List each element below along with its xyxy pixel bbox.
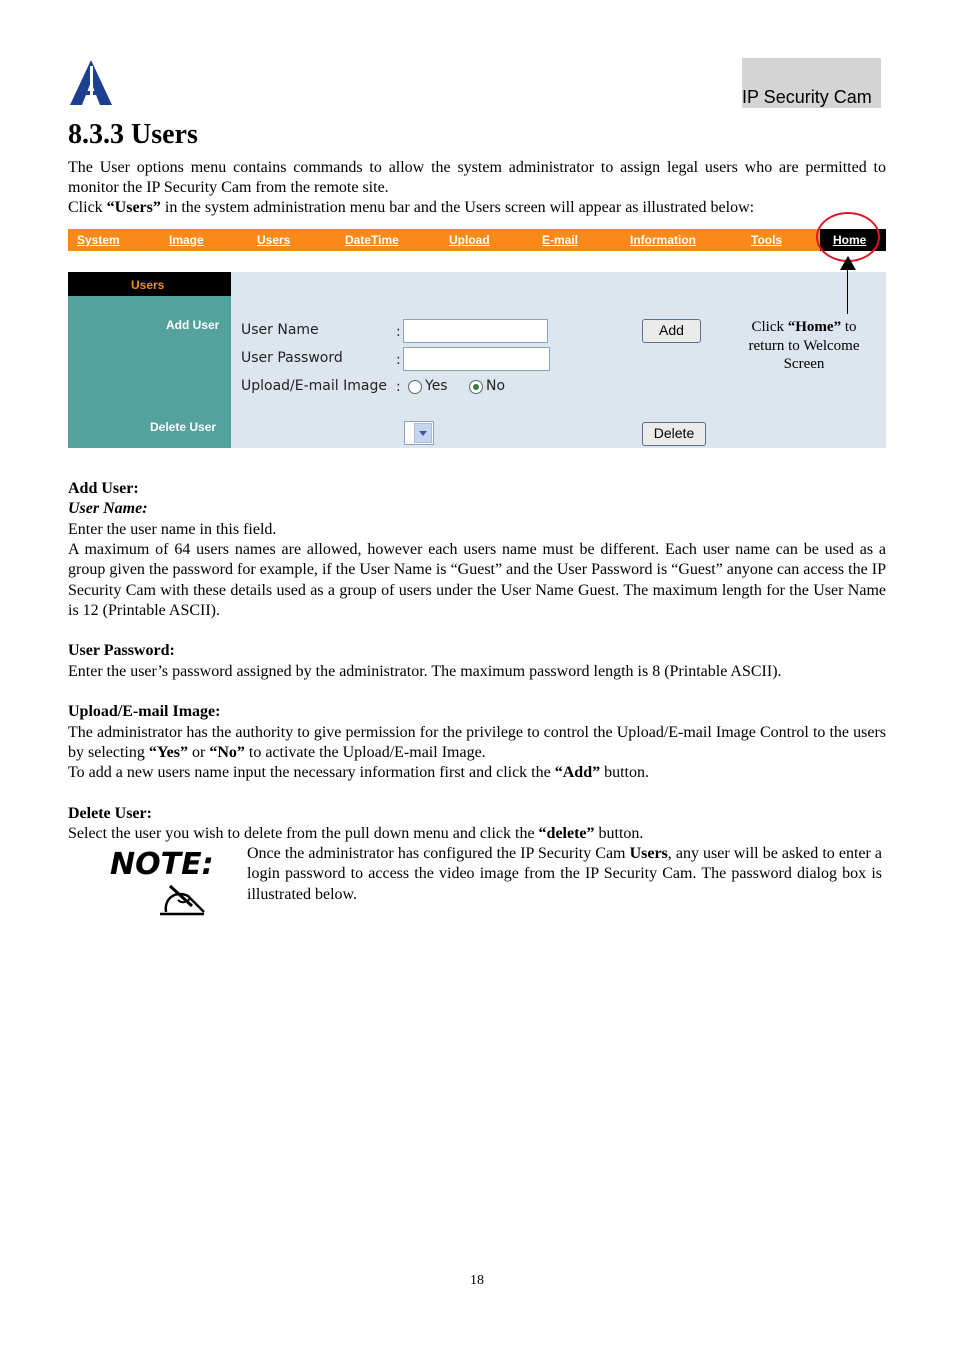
admin-menu-bar xyxy=(68,229,886,251)
nav-information[interactable]: Information xyxy=(630,233,696,247)
user-password-p: Enter the user’s password assigned by the administrator. The maximum password length is 8 (Printable ASCII). xyxy=(68,663,782,680)
note-text: Once the administrator has configured the IP Security Cam Users, any user will be asked to enter a login password to access the video image from the IP Security Cam. The password dialog box is illustrated below. xyxy=(247,845,883,903)
add-button[interactable]: Add xyxy=(642,319,701,343)
delete-user-select[interactable] xyxy=(404,421,434,445)
user-name-p2: A maximum of 64 users names are allowed, however each users name must be different. Each user name can be used as a group given the password for example, if the User Name is “Guest” and the User Password is “Guest” anyone can access the IP Security Cam with these details used as a group of users under the User Name Guest. The maximum length for the User Name is 12 (Printable ASCII). xyxy=(68,541,886,619)
delete-button[interactable]: Delete xyxy=(642,422,706,446)
svg-text:NOTE:: NOTE: xyxy=(110,847,214,882)
home-highlight-ring xyxy=(816,212,880,262)
upload-paragraph: The administrator has the authority to give permission for the privilege to control the Upload/E-mail Image Control to the users by selecting “Yes” or “No” to activate the Upload/E-mail Image. xyxy=(68,724,886,762)
colon: : xyxy=(396,379,401,395)
nav-email[interactable]: E-mail xyxy=(542,233,579,247)
intro-paragraph: The User options menu contains commands to allow the system administrator to assign legal users who are permitted to monitor the IP Security Cam from the remote site. xyxy=(68,159,886,197)
nav-datetime[interactable]: DateTime xyxy=(345,233,399,247)
user-name-heading: User Name: xyxy=(68,500,148,517)
colon: : xyxy=(396,352,401,368)
upload-yes-radio[interactable] xyxy=(408,380,422,394)
nav-upload[interactable]: Upload xyxy=(449,233,490,247)
sidebar-add-user: Add User xyxy=(166,318,220,332)
home-callout: Click “Home” to return to Welcome Screen xyxy=(748,319,860,372)
sidebar-delete-user: Delete User xyxy=(150,420,217,434)
sidebar-title: Users xyxy=(131,278,165,292)
page-number: 18 xyxy=(470,1273,484,1288)
nav-image[interactable]: Image xyxy=(169,233,204,247)
add-instruction: To add a new users name input the necessary information first and click the “Add” button. xyxy=(68,764,649,781)
delete-paragraph: Select the user you wish to delete from the pull down menu and click the “delete” button. xyxy=(68,825,644,842)
chevron-down-icon xyxy=(414,423,432,443)
upload-yes-label: Yes xyxy=(425,378,448,394)
user-password-heading: User Password: xyxy=(68,642,175,659)
atlantis-logo-icon xyxy=(68,58,114,106)
user-password-label: User Password xyxy=(241,350,343,366)
upload-no-radio[interactable] xyxy=(469,380,483,394)
user-password-input[interactable] xyxy=(403,347,550,371)
section-title: 8.3.3 Users xyxy=(68,119,198,150)
user-name-label: User Name xyxy=(241,322,319,338)
intro-click-line: Click “Users” in the system administration menu bar and the Users screen will appear as illustrated below: xyxy=(68,199,755,216)
nav-system[interactable]: System xyxy=(77,233,120,247)
upload-no-label: No xyxy=(486,378,506,394)
upload-heading: Upload/E-mail Image: xyxy=(68,703,221,720)
nav-home[interactable]: Home xyxy=(820,229,886,251)
nav-tools[interactable]: Tools xyxy=(751,233,783,247)
arrow-line xyxy=(847,268,848,314)
product-tag: IP Security Cam xyxy=(742,58,881,108)
colon: : xyxy=(396,324,401,340)
user-name-p1: Enter the user name in this field. xyxy=(68,521,277,538)
user-name-input[interactable] xyxy=(403,319,548,343)
add-user-heading: Add User: xyxy=(68,480,139,497)
upload-image-label: Upload/E-mail Image xyxy=(241,378,387,394)
delete-heading: Delete User: xyxy=(68,805,152,822)
note-pen-icon xyxy=(108,842,214,922)
nav-users[interactable]: Users xyxy=(257,233,291,247)
arrow-up-icon xyxy=(840,256,856,270)
